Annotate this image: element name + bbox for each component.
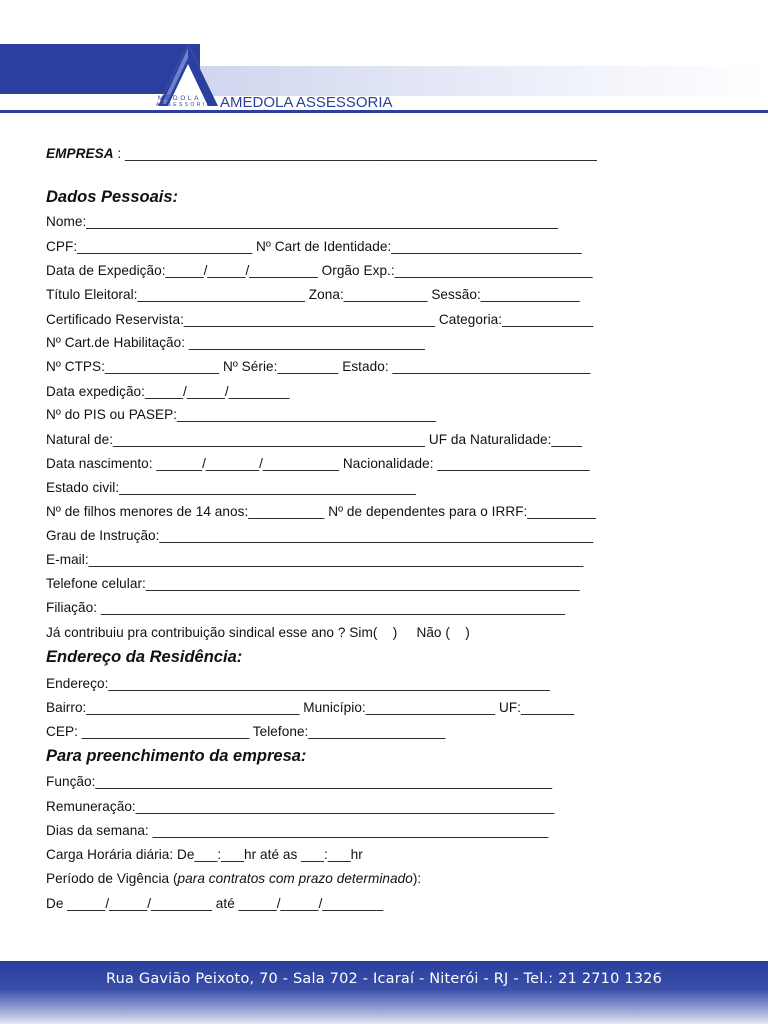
field-email: E-mail:_________________________________________________________________ (46, 552, 584, 567)
brand-name: AMEDOLA ASSESSORIA (220, 94, 393, 111)
section-endereco: Endereço da Residência: (46, 648, 243, 666)
section-dados-pessoais: Dados Pessoais: (46, 188, 179, 206)
field-pis: Nº do PIS ou PASEP:__________________________________ (46, 407, 436, 422)
field-data-expedicao-2: Data expedição:_____/_____/________ (46, 384, 290, 399)
field-estado-civil: Estado civil:_______________________________________ (46, 480, 416, 495)
logo-text-top: MEDOLA (158, 95, 202, 102)
field-filhos: Nº de filhos menores de 14 anos:__________ Nº de dependentes para o IRRF:_________ (46, 504, 596, 519)
field-ctps: Nº CTPS:_______________ Nº Série:________ Estado: __________________________ (46, 359, 591, 374)
field-periodo-de: De _____/_____/________ até _____/_____/________ (46, 896, 384, 911)
vigencia-note: para contratos com prazo determinado (177, 871, 413, 886)
field-remuneracao: Remuneração:_______________________________________________________ (46, 799, 555, 814)
footer-address: Rua Gavião Peixoto, 70 - Sala 702 - Icaraí - Niterói - RJ - Tel.: 21 2710 1326 (105, 971, 663, 987)
field-filiacao: Filiação: _____________________________________________________________ (46, 600, 566, 615)
field-cpf: CPF:_______________________ Nº Cart de Identidade:_________________________ (46, 239, 582, 254)
field-celular: Telefone celular:_________________________________________________________ (46, 576, 580, 591)
field-natural: Natural de:_________________________________________ UF da Naturalidade:____ (46, 432, 582, 447)
logo-text-bottom: ASSESSORIA (156, 102, 213, 108)
field-carga-horaria: Carga Horária diária: De___:___hr até as ___:___hr (46, 847, 363, 862)
field-dias-semana: Dias da semana: ____________________________________________________ (46, 823, 549, 838)
field-sindical: Já contribuiu pra contribuição sindical esse ano ? Sim( ) Não ( ) (46, 625, 470, 640)
empresa-label: EMPRESA (46, 146, 114, 161)
field-vigencia (46, 871, 421, 886)
header-band-fade (200, 66, 768, 96)
field-instrucao: Grau de Instrução:_________________________________________________________ (46, 528, 594, 543)
field-funcao: Função:____________________________________________________________ (46, 774, 553, 789)
field-nome: Nome:______________________________________________________________ (46, 214, 559, 229)
empresa-blank: : ______________________________________________________________ (113, 146, 597, 161)
field-data-expedicao: Data de Expedição:_____/_____/_________ Orgão Exp.:__________________________ (46, 263, 593, 278)
field-nascimento: Data nascimento: ______/_______/__________ Nacionalidade: ____________________ (46, 456, 590, 471)
field-reservista: Certificado Reservista:_________________________________ Categoria:____________ (46, 312, 594, 327)
vigencia-close: ): (412, 871, 422, 886)
section-empresa: Para preenchimento da empresa: (46, 747, 307, 765)
vigencia-label: Período de Vigência ( (46, 871, 178, 886)
field-bairro: Bairro:____________________________ Município:_________________ UF:_______ (46, 700, 575, 715)
field-titulo-eleitoral: Título Eleitoral:______________________ Zona:___________ Sessão:_____________ (46, 287, 580, 302)
empresa-field (46, 146, 597, 161)
field-endereco: Endereço:__________________________________________________________ (46, 676, 550, 691)
field-habilitacao: Nº Cart.de Habilitação: _______________________________ (46, 335, 425, 350)
field-cep: CEP: ______________________ Telefone:__________________ (46, 724, 446, 739)
